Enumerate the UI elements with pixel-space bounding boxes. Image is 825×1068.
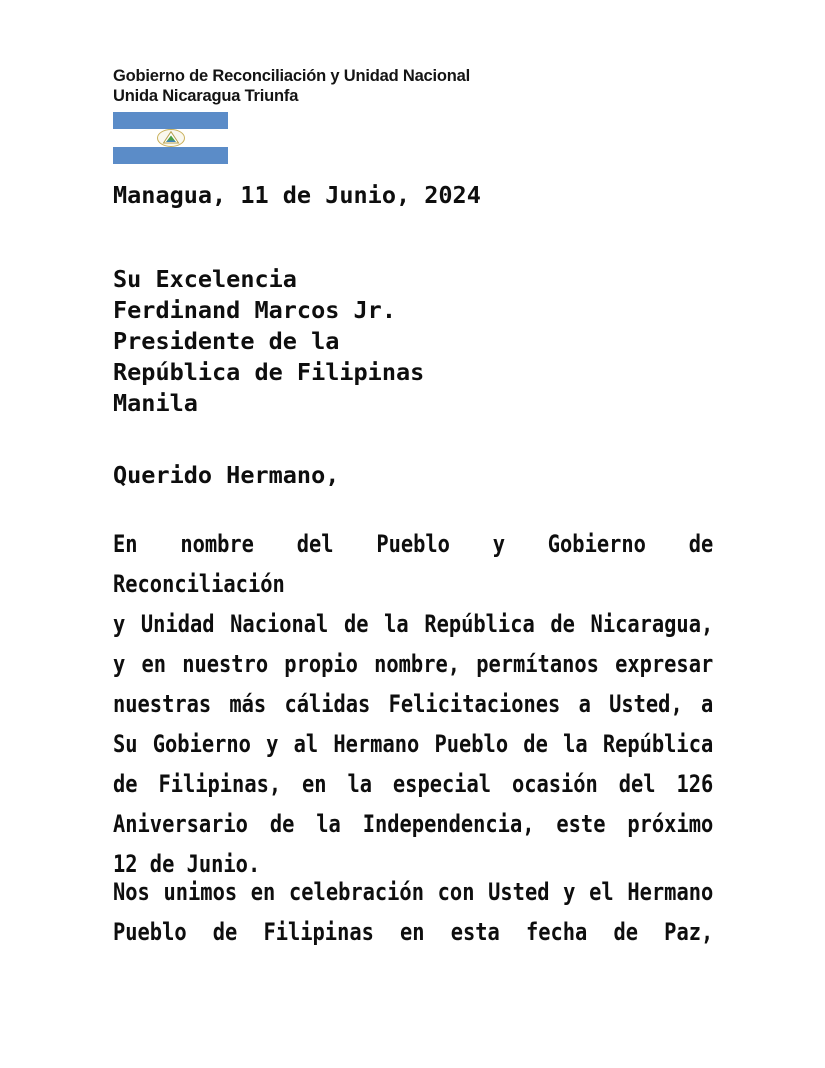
letterhead-motto: Unida Nicaragua Triunfa xyxy=(113,87,299,105)
flag-stripe-top xyxy=(113,112,228,129)
recipient-country: República de Filipinas xyxy=(113,358,425,386)
recipient-honorific: Su Excelencia xyxy=(113,265,297,293)
letterhead-org-name: Gobierno de Reconciliación y Unidad Nacional xyxy=(113,67,471,85)
nicaragua-flag-icon xyxy=(113,112,228,164)
paragraph-1-line-8: 12 de Junio. xyxy=(113,850,261,878)
paragraph-2-line-1: Nos unimos en celebración con Usted y el Hermano xyxy=(113,878,714,906)
recipient-title: Presidente de la xyxy=(113,327,340,355)
body-paragraph-1 xyxy=(113,524,820,884)
body-paragraph-2 xyxy=(113,872,820,952)
paragraph-1-line-4: nuestras más cálidas Felicitaciones a Usted, a xyxy=(113,690,714,718)
salutation: Querido Hermano, xyxy=(113,461,340,489)
paragraph-1-line-5: Su Gobierno y al Hermano Pueblo de la República xyxy=(113,730,714,758)
paragraph-1-line-7: Aniversario de la Independencia, este próximo xyxy=(113,810,714,838)
paragraph-1-line-2: y Unidad Nacional de la República de Nicaragua, xyxy=(113,610,714,638)
paragraph-1-line-3: y en nuestro propio nombre, permítanos expresar xyxy=(113,650,714,678)
flag-stripe-bottom xyxy=(113,147,228,164)
paragraph-1-line-6: de Filipinas, en la especial ocasión del 126 xyxy=(113,770,714,798)
paragraph-2-line-2: Pueblo de Filipinas en esta fecha de Paz, xyxy=(113,918,714,946)
recipient-block xyxy=(113,264,424,419)
letterhead xyxy=(113,66,470,106)
paragraph-1-line-1: En nombre del Pueblo y Gobierno de Reconciliación xyxy=(113,530,714,598)
recipient-city: Manila xyxy=(113,389,198,417)
recipient-name: Ferdinand Marcos Jr. xyxy=(113,296,396,324)
date-line: Managua, 11 de Junio, 2024 xyxy=(113,181,481,209)
coat-of-arms-icon xyxy=(156,129,186,148)
